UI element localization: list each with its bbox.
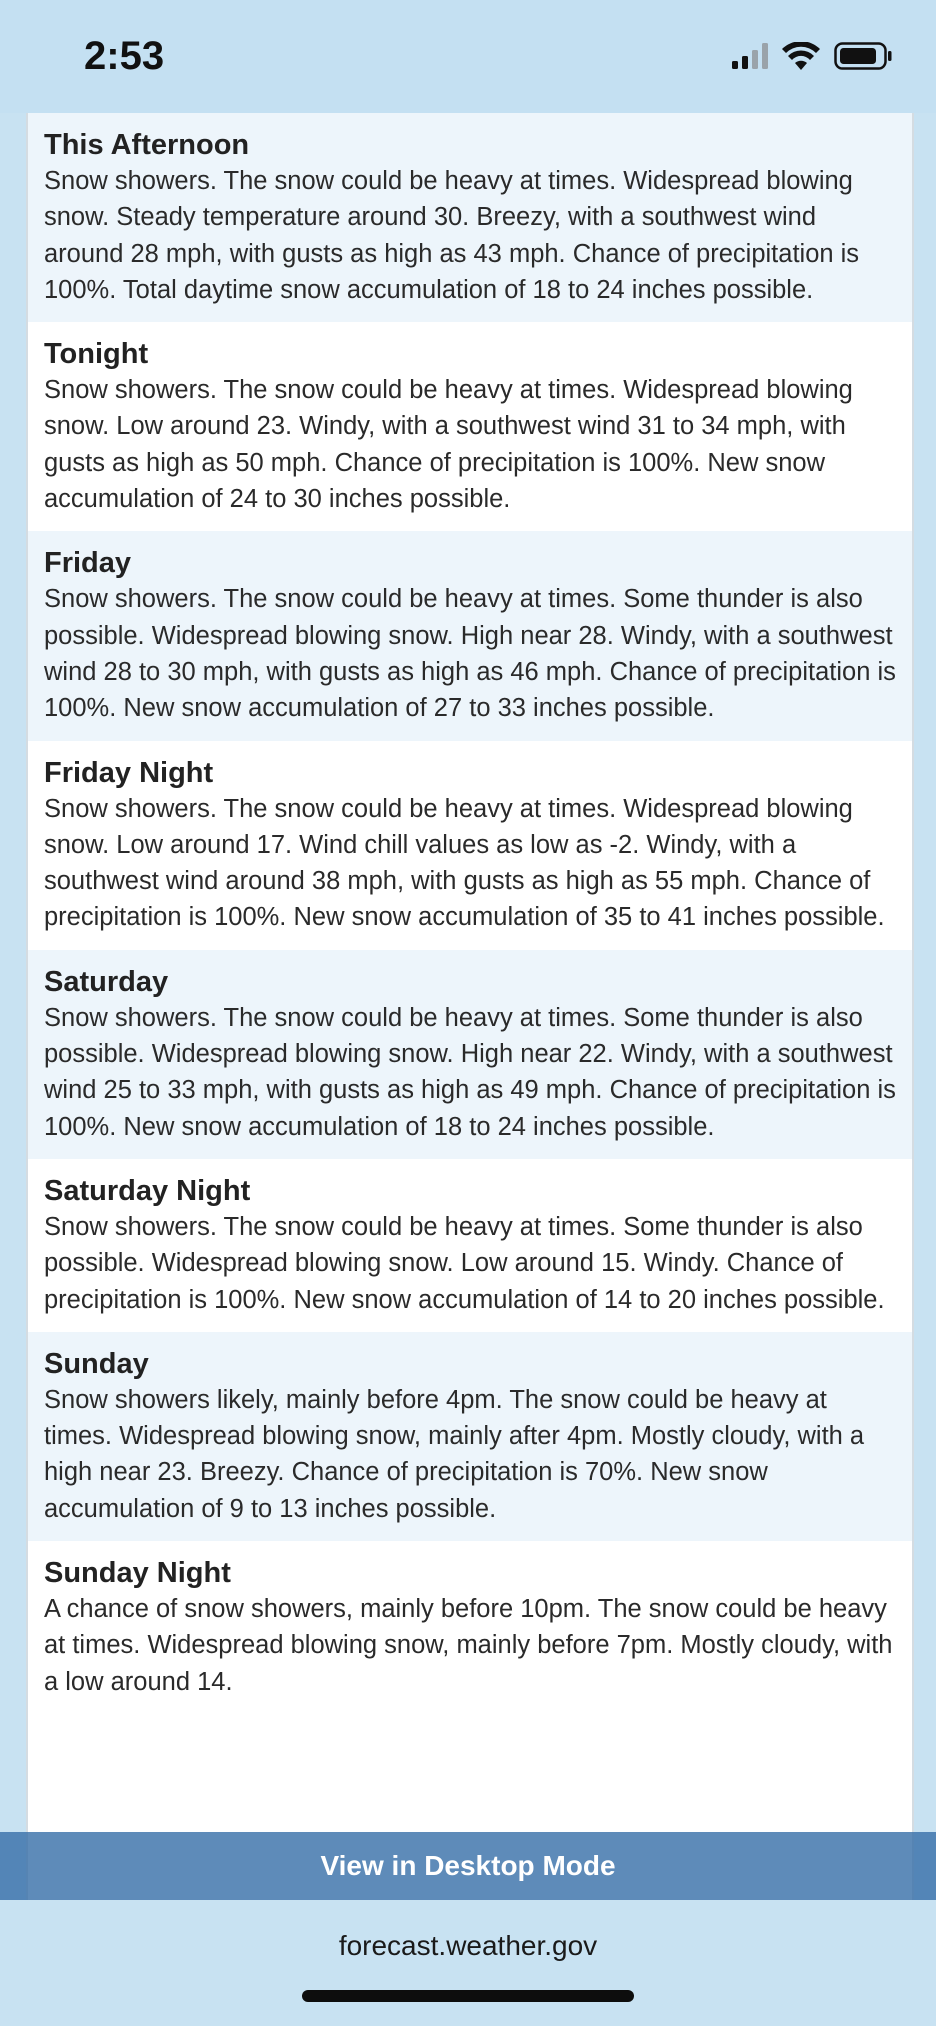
forecast-period bbox=[28, 741, 912, 950]
period-text: Snow showers. The snow could be heavy at times. Some thunder is also possible. Widespread blowing snow. High near 22. Windy, with a southwest wind 25 to 33 mph, with gusts as high as 49 mph. Chance of precipitation is 100%. New snow accumulation of 18 to 24 inches possible. bbox=[44, 1003, 896, 1141]
period-text: Snow showers likely, mainly before 4pm. The snow could be heavy at times. Widespread blowing snow, mainly after 4pm. Mostly cloudy, with a high near 23. Breezy. Chance of precipitation is 70%. New snow accumulation of 9 to 13 inches possible. bbox=[44, 1385, 865, 1523]
forecast-period bbox=[28, 531, 912, 740]
period-name: Sunday Night bbox=[44, 1557, 231, 1590]
period-name: Saturday Night bbox=[44, 1174, 251, 1207]
status-time: 2:53 bbox=[84, 34, 165, 78]
forecast-period bbox=[28, 1541, 912, 1714]
period-name: Tonight bbox=[44, 338, 149, 371]
period-text: Snow showers. The snow could be heavy at times. Widespread blowing snow. Steady temperature around 30. Breezy, with a southwest wind around 28 mph, with gusts as high as 43 mph. Chance of precipitation is 100%. Total daytime snow accumulation of 18 to 24 inches possible. bbox=[44, 167, 860, 304]
forecast-period bbox=[28, 1159, 912, 1332]
forecast-period bbox=[28, 113, 912, 322]
period-name: Saturday bbox=[44, 965, 169, 998]
wifi-icon bbox=[782, 42, 820, 70]
cellular-signal-icon bbox=[732, 43, 768, 69]
period-name: Friday Night bbox=[44, 756, 214, 789]
period-text: Snow showers. The snow could be heavy at times. Some thunder is also possible. Widespread blowing snow. High near 28. Windy, with a southwest wind 28 to 30 mph, with gusts as high as 46 mph. Chance of precipitation is 100%. New snow accumulation of 27 to 33 inches possible. bbox=[44, 585, 896, 723]
status-icons bbox=[732, 42, 892, 70]
forecast-period bbox=[28, 322, 912, 531]
status-bar bbox=[0, 0, 936, 113]
period-text: Snow showers. The snow could be heavy at times. Widespread blowing snow. Low around 17. Wind chill values as low as -2. Windy, with a southwest wind around 38 mph, with gusts as high as 55 mph. Chance of precipitation is 100%. New snow accumulation of 35 to 41 inches possible. bbox=[44, 794, 885, 932]
forecast-period bbox=[28, 1332, 912, 1541]
view-desktop-mode-label: View in Desktop Mode bbox=[320, 1850, 616, 1881]
forecast-list bbox=[26, 113, 914, 1900]
url-text[interactable]: forecast.weather.gov bbox=[338, 1930, 598, 1961]
period-text: Snow showers. The snow could be heavy at times. Widespread blowing snow. Low around 23. Windy, with a southwest wind 31 to 34 mph, with gusts as high as 50 mph. Chance of precipitation is 100%. New snow accumulation of 24 to 30 inches possible. bbox=[44, 376, 853, 514]
period-text: Snow showers. The snow could be heavy at times. Some thunder is also possible. Widespread blowing snow. Low around 15. Windy. Chance of precipitation is 100%. New snow accumulation of 14 to 20 inches possible. bbox=[44, 1212, 885, 1314]
period-name: Sunday bbox=[44, 1347, 149, 1380]
view-desktop-mode-button[interactable] bbox=[0, 1832, 936, 1900]
period-name: Friday bbox=[44, 547, 132, 580]
battery-icon bbox=[834, 42, 892, 70]
period-name: This Afternoon bbox=[44, 129, 250, 161]
browser-address-bar[interactable] bbox=[0, 1900, 936, 2026]
period-text: A chance of snow showers, mainly before 10pm. The snow could be heavy at times. Widespread blowing snow, mainly before 7pm. Mostly cloudy, with a low around 14. bbox=[44, 1595, 893, 1696]
home-indicator[interactable] bbox=[302, 1990, 634, 2002]
forecast-period bbox=[28, 950, 912, 1159]
